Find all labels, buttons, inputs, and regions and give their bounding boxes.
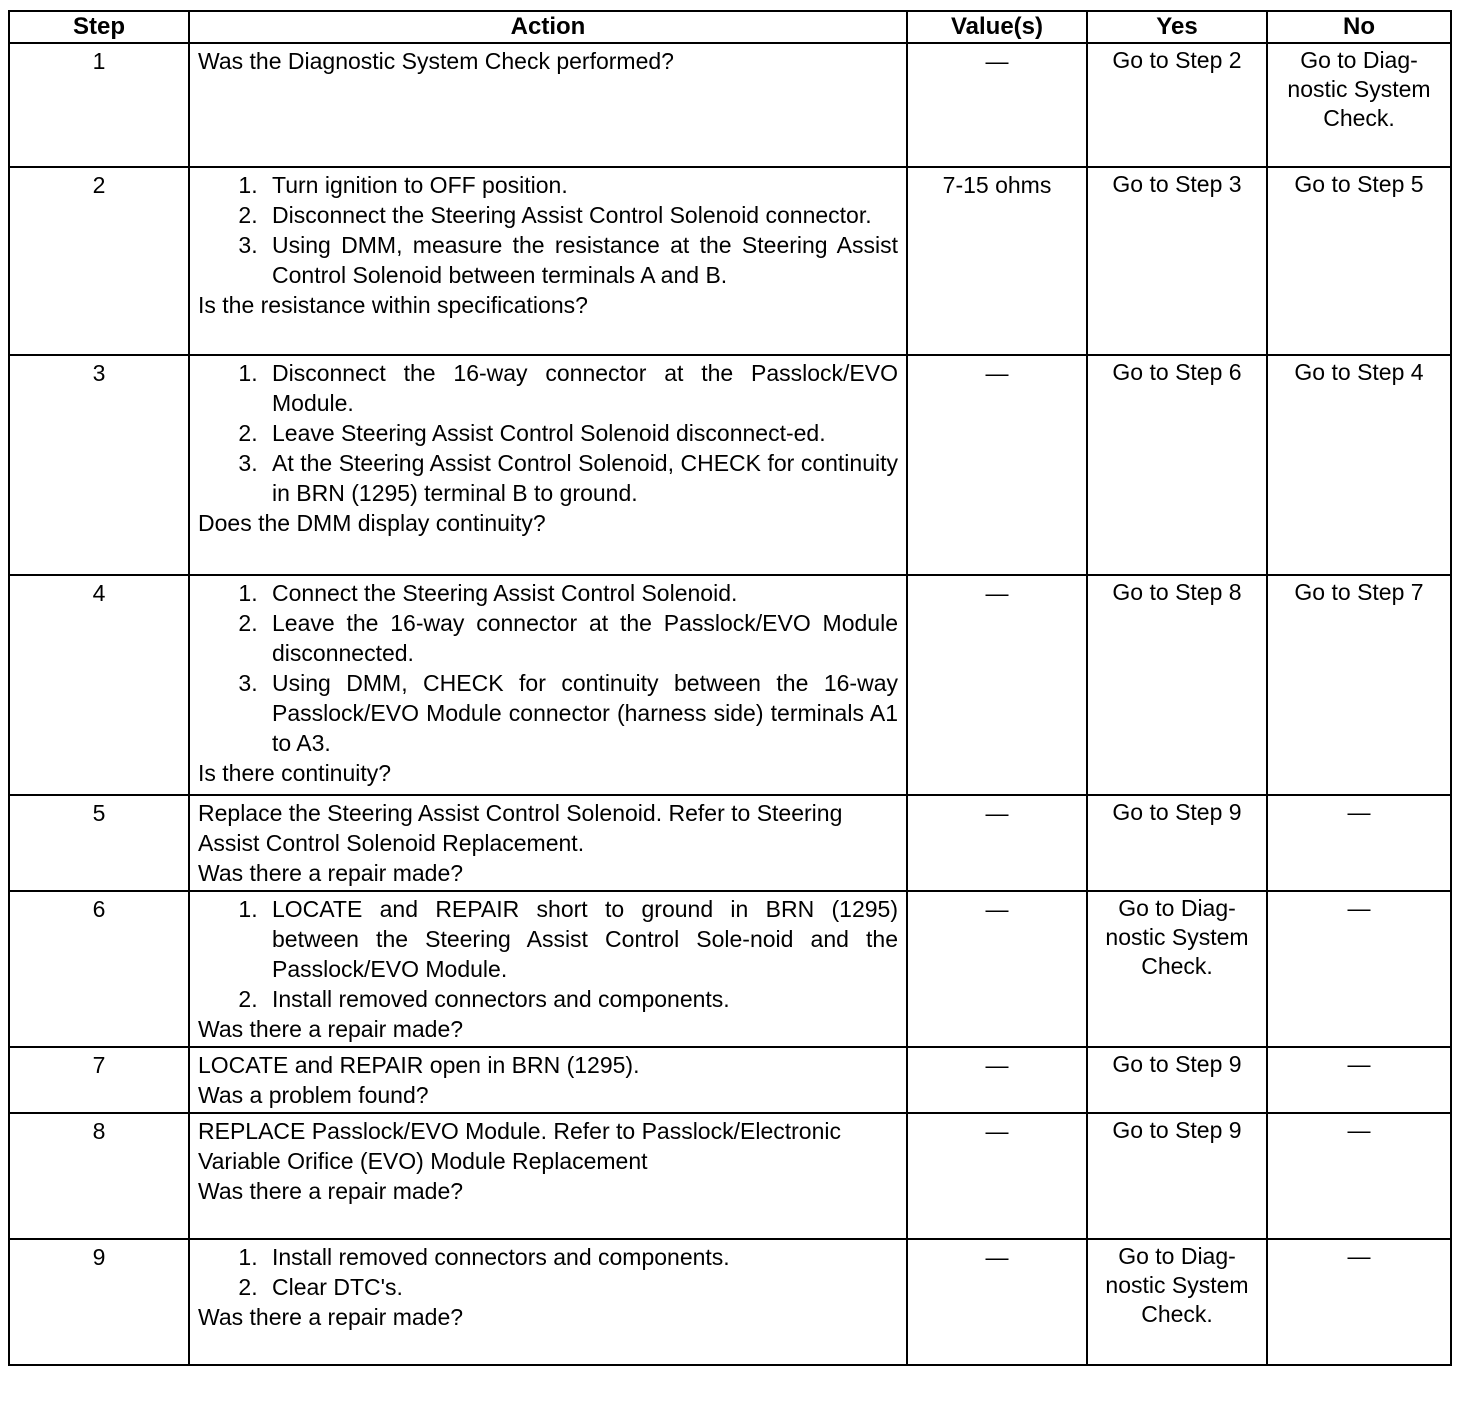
question-text: Was there a repair made? [198, 860, 464, 886]
yes-cell: Go to Step 9 [1087, 1113, 1267, 1239]
no-cell: — [1267, 1113, 1451, 1239]
value-cell: — [907, 1239, 1087, 1365]
header-values: Value(s) [907, 11, 1087, 43]
action-cell [189, 1239, 907, 1365]
action-cell [189, 43, 907, 167]
header-no: No [1267, 11, 1451, 43]
value-cell: — [907, 1047, 1087, 1113]
header-step: Step [9, 11, 189, 43]
step-number: 8 [9, 1113, 189, 1239]
yes-cell: Go to Step 9 [1087, 1047, 1267, 1113]
table-row [9, 1239, 1451, 1365]
no-cell: Go to Step 5 [1267, 167, 1451, 355]
value-cell: — [907, 575, 1087, 795]
yes-cell: Go to Diag-nostic System Check. [1087, 1239, 1267, 1365]
action-text: REPLACE Passlock/EVO Module. Refer to Passlock/Electronic Variable Orifice (EVO) Module Replacement [198, 1118, 841, 1174]
action-cell [189, 1113, 907, 1239]
question-text: Was there a repair made? [198, 1178, 464, 1204]
action-list [198, 358, 898, 508]
step-number: 7 [9, 1047, 189, 1113]
no-cell: — [1267, 1239, 1451, 1365]
action-list [198, 1242, 898, 1302]
no-cell: — [1267, 891, 1451, 1047]
yes-cell: Go to Diag-nostic System Check. [1087, 891, 1267, 1047]
header-row [9, 11, 1451, 43]
diagnostic-table [8, 10, 1452, 1366]
table-row [9, 795, 1451, 891]
yes-cell: Go to Step 2 [1087, 43, 1267, 167]
value-cell: — [907, 355, 1087, 575]
table-row [9, 1047, 1451, 1113]
question-text: Was there a repair made? [198, 1304, 464, 1330]
question-text: Does the DMM display continuity? [198, 510, 546, 536]
action-item: 1. Connect the Steering Assist Control Solenoid. [264, 578, 898, 608]
no-cell: — [1267, 795, 1451, 891]
table-row [9, 891, 1451, 1047]
action-text: LOCATE and REPAIR open in BRN (1295). [198, 1052, 640, 1078]
action-cell [189, 795, 907, 891]
no-cell: Go to Step 4 [1267, 355, 1451, 575]
action-cell [189, 575, 907, 795]
table-row [9, 167, 1451, 355]
action-item: 2. Leave the 16-way connector at the Passlock/EVO Module disconnected. [264, 608, 898, 668]
action-item: 1. Disconnect the 16-way connector at the Passlock/EVO Module. [264, 358, 898, 418]
yes-cell: Go to Step 3 [1087, 167, 1267, 355]
table-row [9, 1113, 1451, 1239]
value-cell: — [907, 891, 1087, 1047]
action-item: 1. Install removed connectors and components. [264, 1242, 898, 1272]
yes-cell: Go to Step 8 [1087, 575, 1267, 795]
action-item: 3. Using DMM, measure the resistance at the Steering Assist Control Solenoid between terminals A and B. [264, 230, 898, 290]
yes-cell: Go to Step 6 [1087, 355, 1267, 575]
step-number: 9 [9, 1239, 189, 1365]
header-yes: Yes [1087, 11, 1267, 43]
action-item: 2. Clear DTC's. [264, 1272, 898, 1302]
action-text: Replace the Steering Assist Control Solenoid. Refer to Steering Assist Control Solenoid Replacement. [198, 800, 843, 856]
action-item: 2. Leave Steering Assist Control Solenoid disconnect-ed. [264, 418, 898, 448]
value-cell: — [907, 795, 1087, 891]
yes-cell: Go to Step 9 [1087, 795, 1267, 891]
value-cell: — [907, 1113, 1087, 1239]
action-item: 1. LOCATE and REPAIR short to ground in BRN (1295) between the Steering Assist Control Sole-noid and the Passlock/EVO Module. [264, 894, 898, 984]
action-item: 3. Using DMM, CHECK for continuity between the 16-way Passlock/EVO Module connector (harness side) terminals A1 to A3. [264, 668, 898, 758]
action-list [198, 578, 898, 758]
step-number: 6 [9, 891, 189, 1047]
action-cell [189, 891, 907, 1047]
no-cell: Go to Step 7 [1267, 575, 1451, 795]
action-list [198, 894, 898, 1014]
step-number: 5 [9, 795, 189, 891]
action-cell [189, 355, 907, 575]
step-number: 2 [9, 167, 189, 355]
value-cell: — [907, 43, 1087, 167]
table-row [9, 575, 1451, 795]
question-text: Is there continuity? [198, 760, 392, 786]
no-cell: — [1267, 1047, 1451, 1113]
table-row [9, 355, 1451, 575]
action-cell [189, 167, 907, 355]
value-cell: 7-15 ohms [907, 167, 1087, 355]
step-number: 1 [9, 43, 189, 167]
action-item: 2. Disconnect the Steering Assist Control Solenoid connector. [264, 200, 898, 230]
action-item: 3. At the Steering Assist Control Solenoid, CHECK for continuity in BRN (1295) terminal B to ground. [264, 448, 898, 508]
question-text: Was the Diagnostic System Check performed? [198, 48, 674, 74]
question-text: Was a problem found? [198, 1082, 429, 1108]
action-list [198, 170, 898, 290]
action-item: 1. Turn ignition to OFF position. [264, 170, 898, 200]
step-number: 4 [9, 575, 189, 795]
no-cell: Go to Diag-nostic System Check. [1267, 43, 1451, 167]
question-text: Is the resistance within specifications? [198, 292, 588, 318]
table-row [9, 43, 1451, 167]
question-text: Was there a repair made? [198, 1016, 464, 1042]
step-number: 3 [9, 355, 189, 575]
action-item: 2. Install removed connectors and components. [264, 984, 898, 1014]
header-action: Action [189, 11, 907, 43]
action-cell [189, 1047, 907, 1113]
